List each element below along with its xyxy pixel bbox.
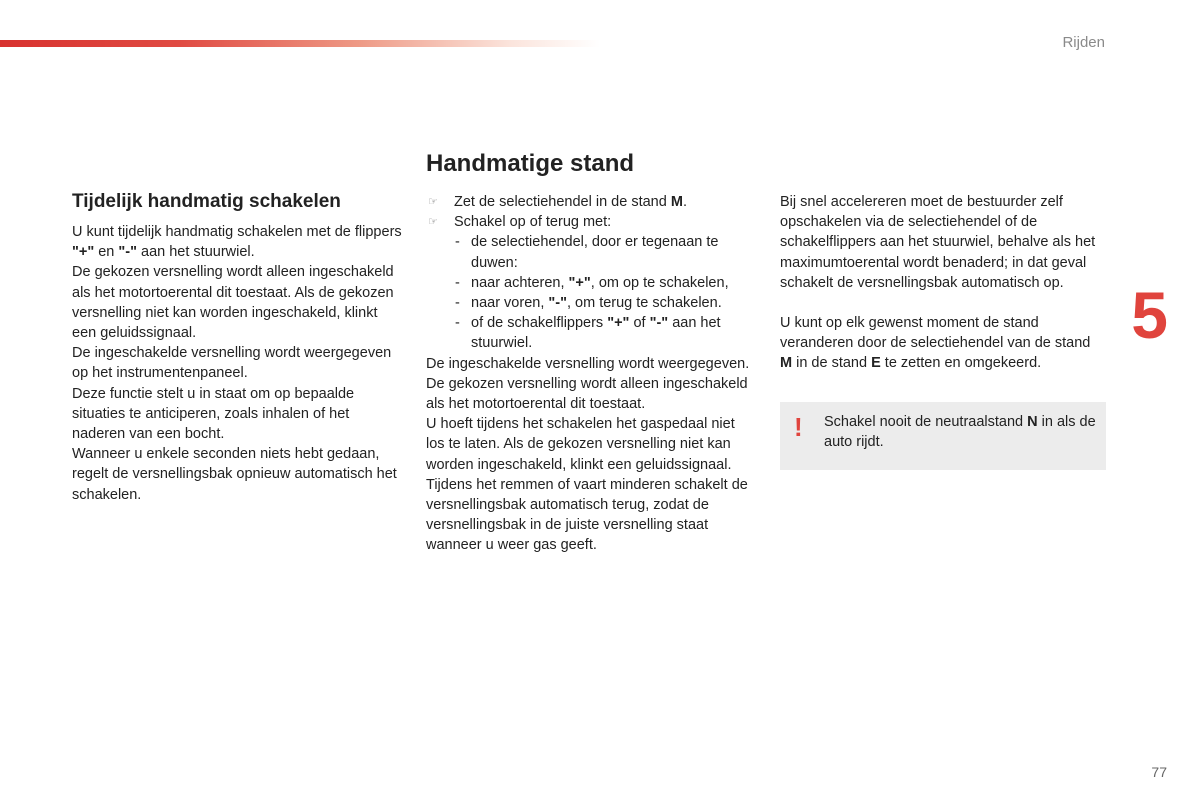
- left-column: [72, 190, 402, 505]
- left-paragraph-3: De ingeschakelde versnelling wordt weergegeven op het instrumentenpaneel.: [72, 345, 392, 382]
- pointer-icon: ☞: [428, 196, 438, 208]
- left-paragraph-4: Deze functie stelt u in staat om op bepaalde situaties te anticiperen, zoals inhalen of het naderen van een bocht.: [72, 385, 355, 443]
- dash-item-4: - of de schakelflippers "+" of "-" aan het stuurwiel.: [455, 315, 721, 352]
- right-column: [780, 192, 1106, 374]
- chapter-number: 5: [1131, 278, 1168, 352]
- page-number: 77: [1151, 764, 1167, 780]
- middle-column: [426, 150, 756, 556]
- right-paragraph-2: U kunt op elk gewenst moment de stand veranderen door de selectiehendel van de stand M in de stand E te zetten en omgekeerd.: [780, 315, 1091, 372]
- header-accent-bar: [0, 40, 600, 47]
- dash-item-1: - de selectiehendel, door er tegenaan te duwen:: [455, 234, 719, 271]
- warning-box: [780, 402, 1106, 470]
- middle-paragraph-2: De gekozen versnelling wordt alleen ingeschakeld als het motortoerental dit toestaat.: [426, 375, 748, 413]
- pointer-icon: ☞: [428, 216, 438, 229]
- warning-icon: !: [794, 412, 803, 442]
- step-1: ☞ Zet de selectiehendel in de stand M.: [426, 192, 756, 212]
- middle-paragraph-3: U hoeft tijdens het schakelen het gaspedaal niet los te laten. Als de gekozen versnelling niet kan worden ingeschakeld, klinkt een geluidssignaal.: [426, 416, 735, 473]
- right-paragraph-1: Bij snel accelereren moet de bestuurder zelf opschakelen via de selectiehendel of de schakelflippers aan het stuurwiel, behalve als het maximumtoerental wordt benaderd; in dat geval schakelt de versnellingsbak automatisch op.: [780, 194, 1096, 291]
- middle-paragraph-4: Tijdens het remmen of vaart minderen schakelt de versnellingsbak automatisch terug, zodat de versnellingsbak in de juiste versnelling staat wanneer u weer gas geeft.: [426, 476, 748, 554]
- warning-text: Schakel nooit de neutraalstand N in als de auto rijdt.: [824, 414, 1096, 451]
- left-title: Tijdelijk handmatig schakelen: [72, 191, 341, 212]
- dash-item-3: - naar voren, "-", om terug te schakelen.: [455, 295, 722, 312]
- middle-title: Handmatige stand: [426, 150, 635, 177]
- left-paragraph-5: Wanneer u enkele seconden niets hebt gedaan, regelt de versnellingsbak opnieuw automatisch het schakelen.: [72, 446, 397, 503]
- section-label: Rijden: [1062, 34, 1105, 51]
- dash-item-2: - naar achteren, "+", om op te schakelen,: [455, 274, 729, 291]
- left-paragraph-1: U kunt tijdelijk handmatig schakelen met de flippers "+" en "-" aan het stuurwiel.: [72, 224, 402, 261]
- left-paragraph-2: De gekozen versnelling wordt alleen ingeschakeld als het motortoerental dit toestaat. Als de gekozen versnelling niet kan worden ingeschakeld, klinkt een geluidssignaal.: [72, 264, 394, 342]
- middle-paragraph-1: De ingeschakelde versnelling wordt weergegeven.: [426, 355, 750, 372]
- step-2: ☞ Schakel op of terug met:: [426, 212, 756, 232]
